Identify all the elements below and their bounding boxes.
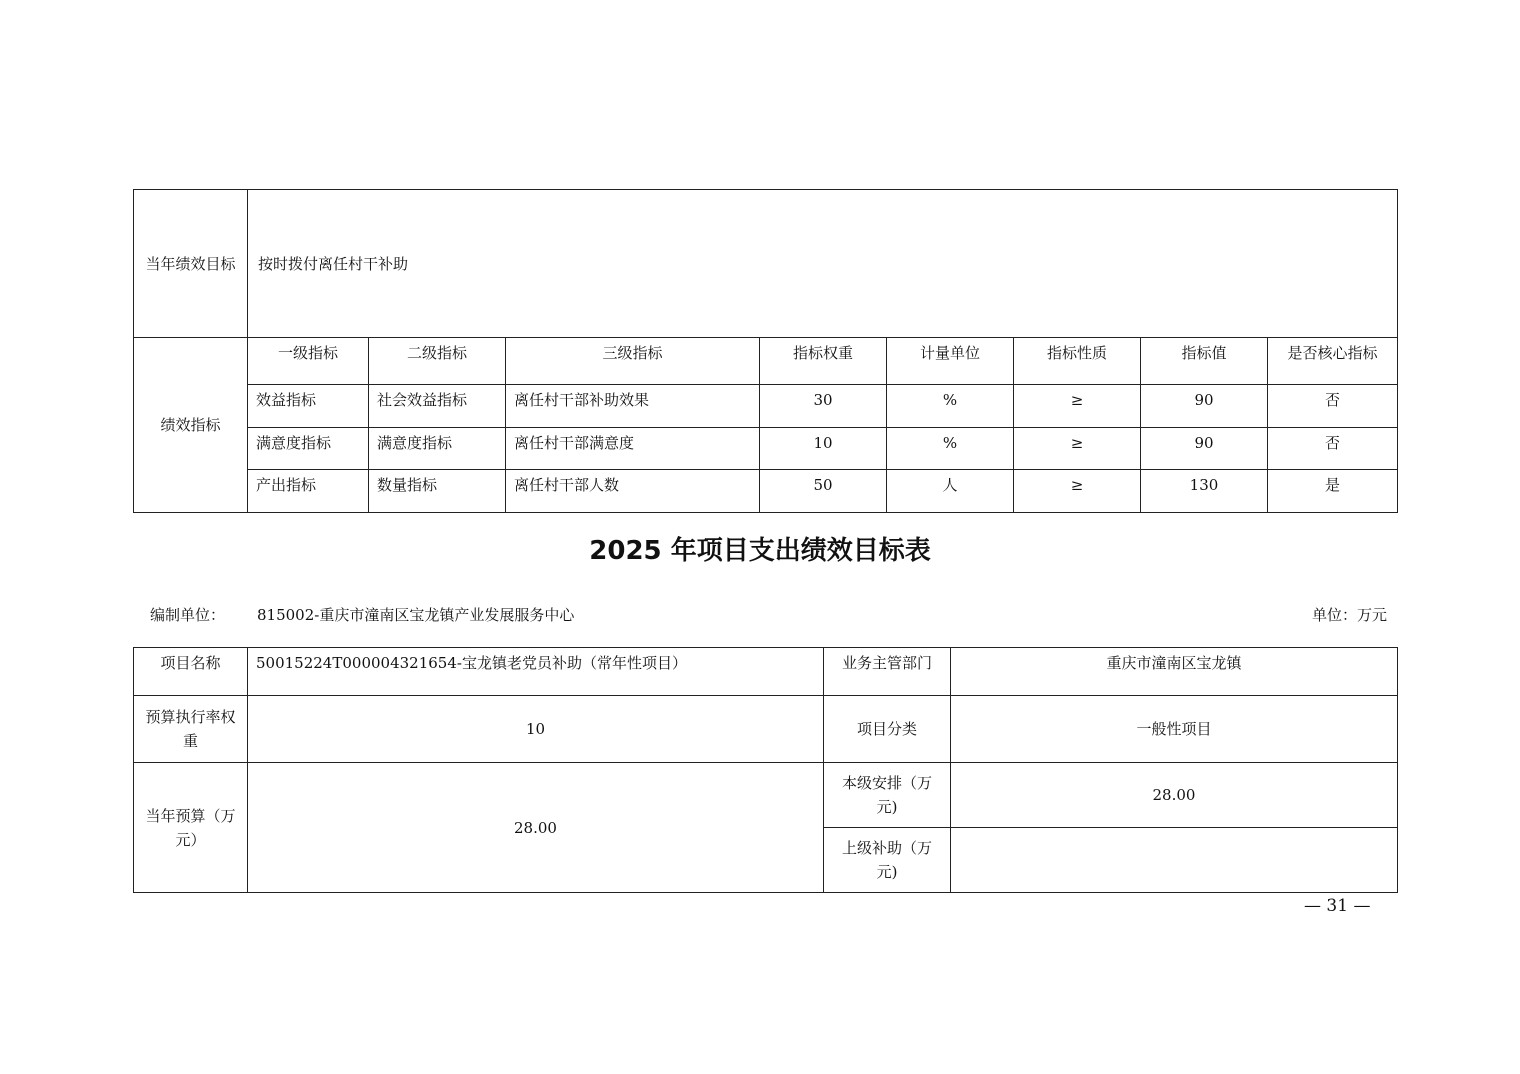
header-level3: 三级指标 bbox=[506, 338, 760, 385]
cell-nature: ≥ bbox=[1014, 470, 1141, 513]
goal-label: 当年绩效目标 bbox=[134, 190, 248, 338]
cell-weight: 10 bbox=[760, 428, 887, 470]
header-weight: 指标权重 bbox=[760, 338, 887, 385]
budget-value: 28.00 bbox=[248, 763, 824, 893]
cell-core: 是 bbox=[1268, 470, 1398, 513]
goal-text: 按时拨付离任村干补助 bbox=[248, 190, 1398, 338]
header-nature: 指标性质 bbox=[1014, 338, 1141, 385]
indicator-label: 绩效指标 bbox=[134, 338, 248, 513]
cell-unit: % bbox=[887, 385, 1014, 428]
upper-value bbox=[951, 828, 1398, 893]
cell-unit: 人 bbox=[887, 470, 1014, 513]
upper-label: 上级补助（万元) bbox=[824, 828, 951, 893]
cell-weight: 30 bbox=[760, 385, 887, 428]
header-core: 是否核心指标 bbox=[1268, 338, 1398, 385]
cell-level2: 数量指标 bbox=[369, 470, 506, 513]
rate-label: 预算执行率权重 bbox=[134, 696, 248, 763]
org-value: 815002-重庆市潼南区宝龙镇产业发展服务中心 bbox=[257, 606, 575, 624]
budget-label: 当年预算（万元） bbox=[134, 763, 248, 893]
cell-weight: 50 bbox=[760, 470, 887, 513]
header-level2: 二级指标 bbox=[369, 338, 506, 385]
org-label: 编制单位： bbox=[150, 606, 226, 624]
cell-core: 否 bbox=[1268, 385, 1398, 428]
table-row bbox=[134, 428, 1398, 470]
cell-level3: 离任村干部满意度 bbox=[506, 428, 760, 470]
page-number: — 31 — bbox=[1304, 896, 1371, 916]
project-table bbox=[133, 647, 1398, 893]
cell-level3: 离任村干部人数 bbox=[506, 470, 760, 513]
cell-level3: 离任村干部补助效果 bbox=[506, 385, 760, 428]
rate-value: 10 bbox=[248, 696, 824, 763]
local-value: 28.00 bbox=[951, 763, 1398, 828]
project-name-label: 项目名称 bbox=[134, 648, 248, 696]
cell-unit: % bbox=[887, 428, 1014, 470]
cell-value: 90 bbox=[1141, 385, 1268, 428]
cell-level1: 满意度指标 bbox=[248, 428, 369, 470]
dept-value: 重庆市潼南区宝龙镇 bbox=[951, 648, 1398, 696]
cell-nature: ≥ bbox=[1014, 428, 1141, 470]
header-value: 指标值 bbox=[1141, 338, 1268, 385]
dept-label: 业务主管部门 bbox=[824, 648, 951, 696]
unit-label: 单位：万元 bbox=[1311, 606, 1387, 624]
category-value: 一般性项目 bbox=[951, 696, 1398, 763]
cell-level1: 产出指标 bbox=[248, 470, 369, 513]
cell-level2: 满意度指标 bbox=[369, 428, 506, 470]
performance-goal-table bbox=[133, 189, 1398, 513]
table-row bbox=[134, 385, 1398, 428]
project-name-value: 50015224T000004321654-宝龙镇老党员补助（常年性项目） bbox=[248, 648, 824, 696]
table-row bbox=[134, 470, 1398, 513]
page-title: 2025 年项目支出绩效目标表 bbox=[589, 536, 931, 566]
header-level1: 一级指标 bbox=[248, 338, 369, 385]
cell-level1: 效益指标 bbox=[248, 385, 369, 428]
cell-value: 90 bbox=[1141, 428, 1268, 470]
cell-core: 否 bbox=[1268, 428, 1398, 470]
local-label: 本级安排（万元) bbox=[824, 763, 951, 828]
cell-nature: ≥ bbox=[1014, 385, 1141, 428]
category-label: 项目分类 bbox=[824, 696, 951, 763]
cell-level2: 社会效益指标 bbox=[369, 385, 506, 428]
header-unit: 计量单位 bbox=[887, 338, 1014, 385]
cell-value: 130 bbox=[1141, 470, 1268, 513]
